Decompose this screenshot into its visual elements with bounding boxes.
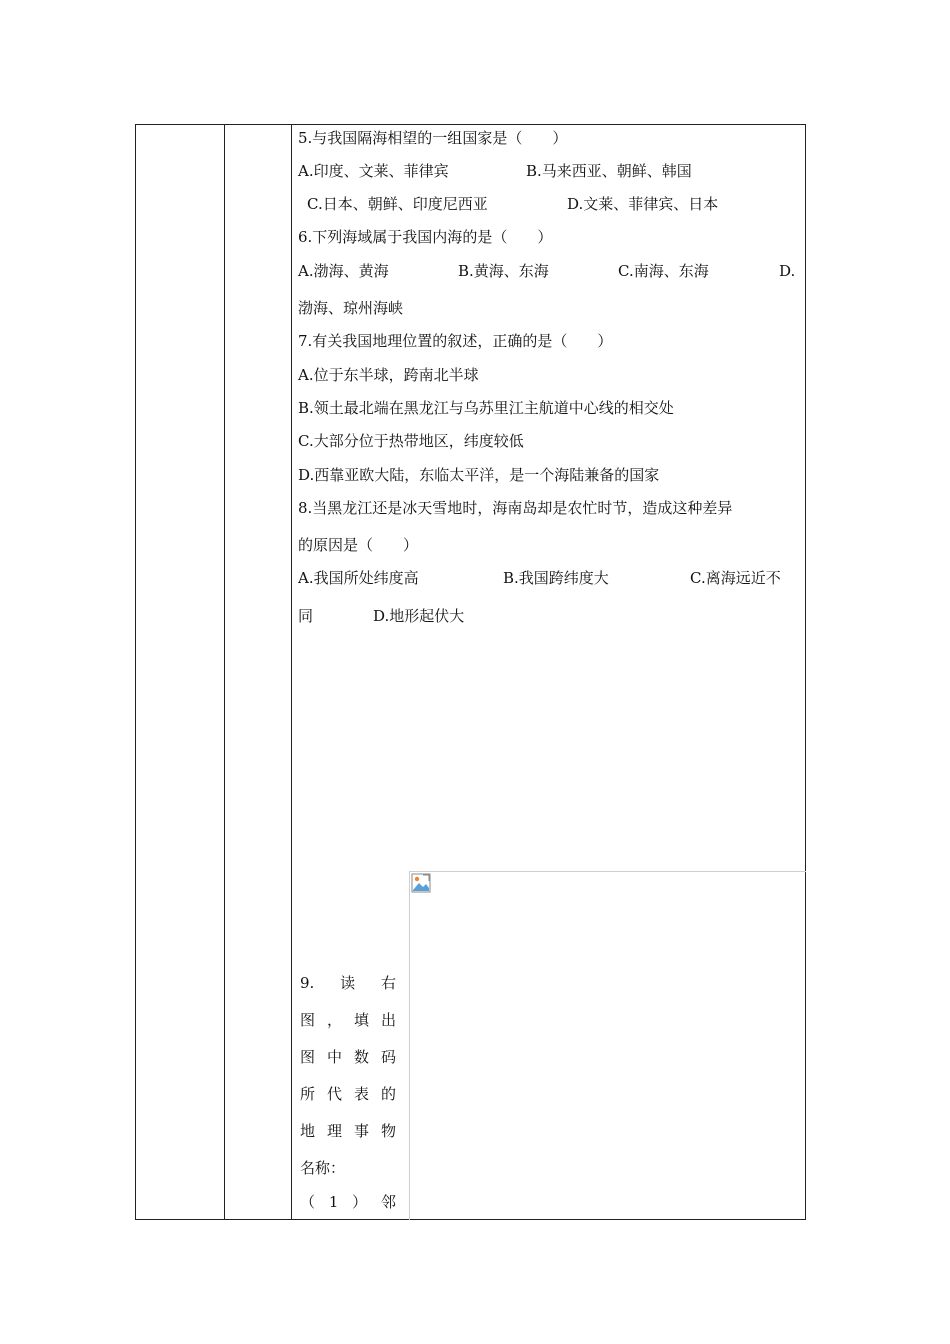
- q6-option-b: B.黄海、东海: [458, 262, 549, 280]
- q6-option-d-tail: 渤海、琼州海峡: [298, 299, 404, 317]
- q9-glyph: 理: [326, 1122, 342, 1140]
- q5-option-a: A.印度、文莱、菲律宾: [298, 162, 449, 180]
- q9-glyph: 地: [300, 1122, 316, 1140]
- q8-option-c-head: C.离海远近不: [690, 569, 781, 587]
- q9-line: [300, 973, 396, 993]
- q9-glyph: 所: [300, 1085, 316, 1103]
- q9-glyph: 填: [353, 1011, 369, 1029]
- q7-stem: 7.有关我国地理位置的叙述，正确的是（ ）: [298, 332, 613, 350]
- map-image-placeholder: [409, 871, 806, 1220]
- q9-glyph: 出: [380, 1011, 396, 1029]
- q9-glyph: 数: [353, 1048, 369, 1066]
- q6-option-c: C.南海、东海: [618, 262, 709, 280]
- q9-line: [300, 1158, 396, 1178]
- q9-glyph: 中: [326, 1048, 342, 1066]
- q6-stem: 6.下列海域属于我国内海的是（ ）: [298, 228, 553, 246]
- q7-option-d: D.西靠亚欧大陆，东临太平洋，是一个海陆兼备的国家: [298, 466, 660, 484]
- q9-line: [300, 1047, 396, 1067]
- q9-line: [300, 1084, 396, 1104]
- q9-glyph: 图: [300, 1048, 316, 1066]
- q9-line: [300, 1192, 396, 1212]
- q8-stem-line1: 8.当黑龙江还是冰天雪地时，海南岛却是农忙时节，造成这种差异: [298, 499, 733, 517]
- q8-option-d: D.地形起伏大: [373, 607, 465, 625]
- q9-glyph: 读: [340, 974, 356, 992]
- q9-glyph: 9.: [300, 974, 315, 992]
- q8-stem-line2: 的原因是（ ）: [298, 536, 419, 554]
- q7-option-a: A.位于东半球，跨南北半球: [298, 366, 479, 384]
- q9-glyph: 名称：: [300, 1159, 346, 1177]
- broken-image-icon: [411, 873, 431, 893]
- q6-option-a: A.渤海、黄海: [298, 262, 389, 280]
- q7-option-c: C.大部分位于热带地区，纬度较低: [298, 432, 524, 450]
- column-divider-2: [291, 124, 292, 1220]
- q9-glyph: 物: [380, 1122, 396, 1140]
- q7-option-b: B.领土最北端在黑龙江与乌苏里江主航道中心线的相交处: [298, 399, 674, 417]
- q8-option-b: B.我国跨纬度大: [503, 569, 609, 587]
- q5-option-c: C.日本、朝鲜、印度尼西亚: [307, 195, 488, 213]
- q9-glyph: 代: [326, 1085, 342, 1103]
- q9-glyph: 右: [380, 974, 396, 992]
- q5-option-d: D.文莱、菲律宾、日本: [567, 195, 719, 213]
- q9-line: [300, 1121, 396, 1141]
- column-divider-1: [224, 124, 225, 1220]
- q5-option-b: B.马来西亚、朝鲜、韩国: [526, 162, 692, 180]
- q9-glyph: 表: [353, 1085, 369, 1103]
- q9-glyph: ，: [326, 1011, 342, 1029]
- q9-glyph: （: [300, 1193, 316, 1211]
- q8-option-a: A.我国所处纬度高: [298, 569, 419, 587]
- q9-glyph: 码: [380, 1048, 396, 1066]
- q9-line: [300, 1010, 396, 1030]
- q9-glyph: 1: [328, 1193, 339, 1211]
- q9-glyph: 事: [353, 1122, 369, 1140]
- q8-option-c-tail: 同: [298, 607, 314, 625]
- q5-stem: 5.与我国隔海相望的一组国家是（ ）: [298, 129, 568, 147]
- q9-glyph: 邻: [380, 1193, 396, 1211]
- q6-option-d-head: D.: [779, 262, 796, 280]
- q9-glyph: 的: [380, 1085, 396, 1103]
- q9-glyph: 图: [300, 1011, 316, 1029]
- q9-glyph: ）: [352, 1193, 368, 1211]
